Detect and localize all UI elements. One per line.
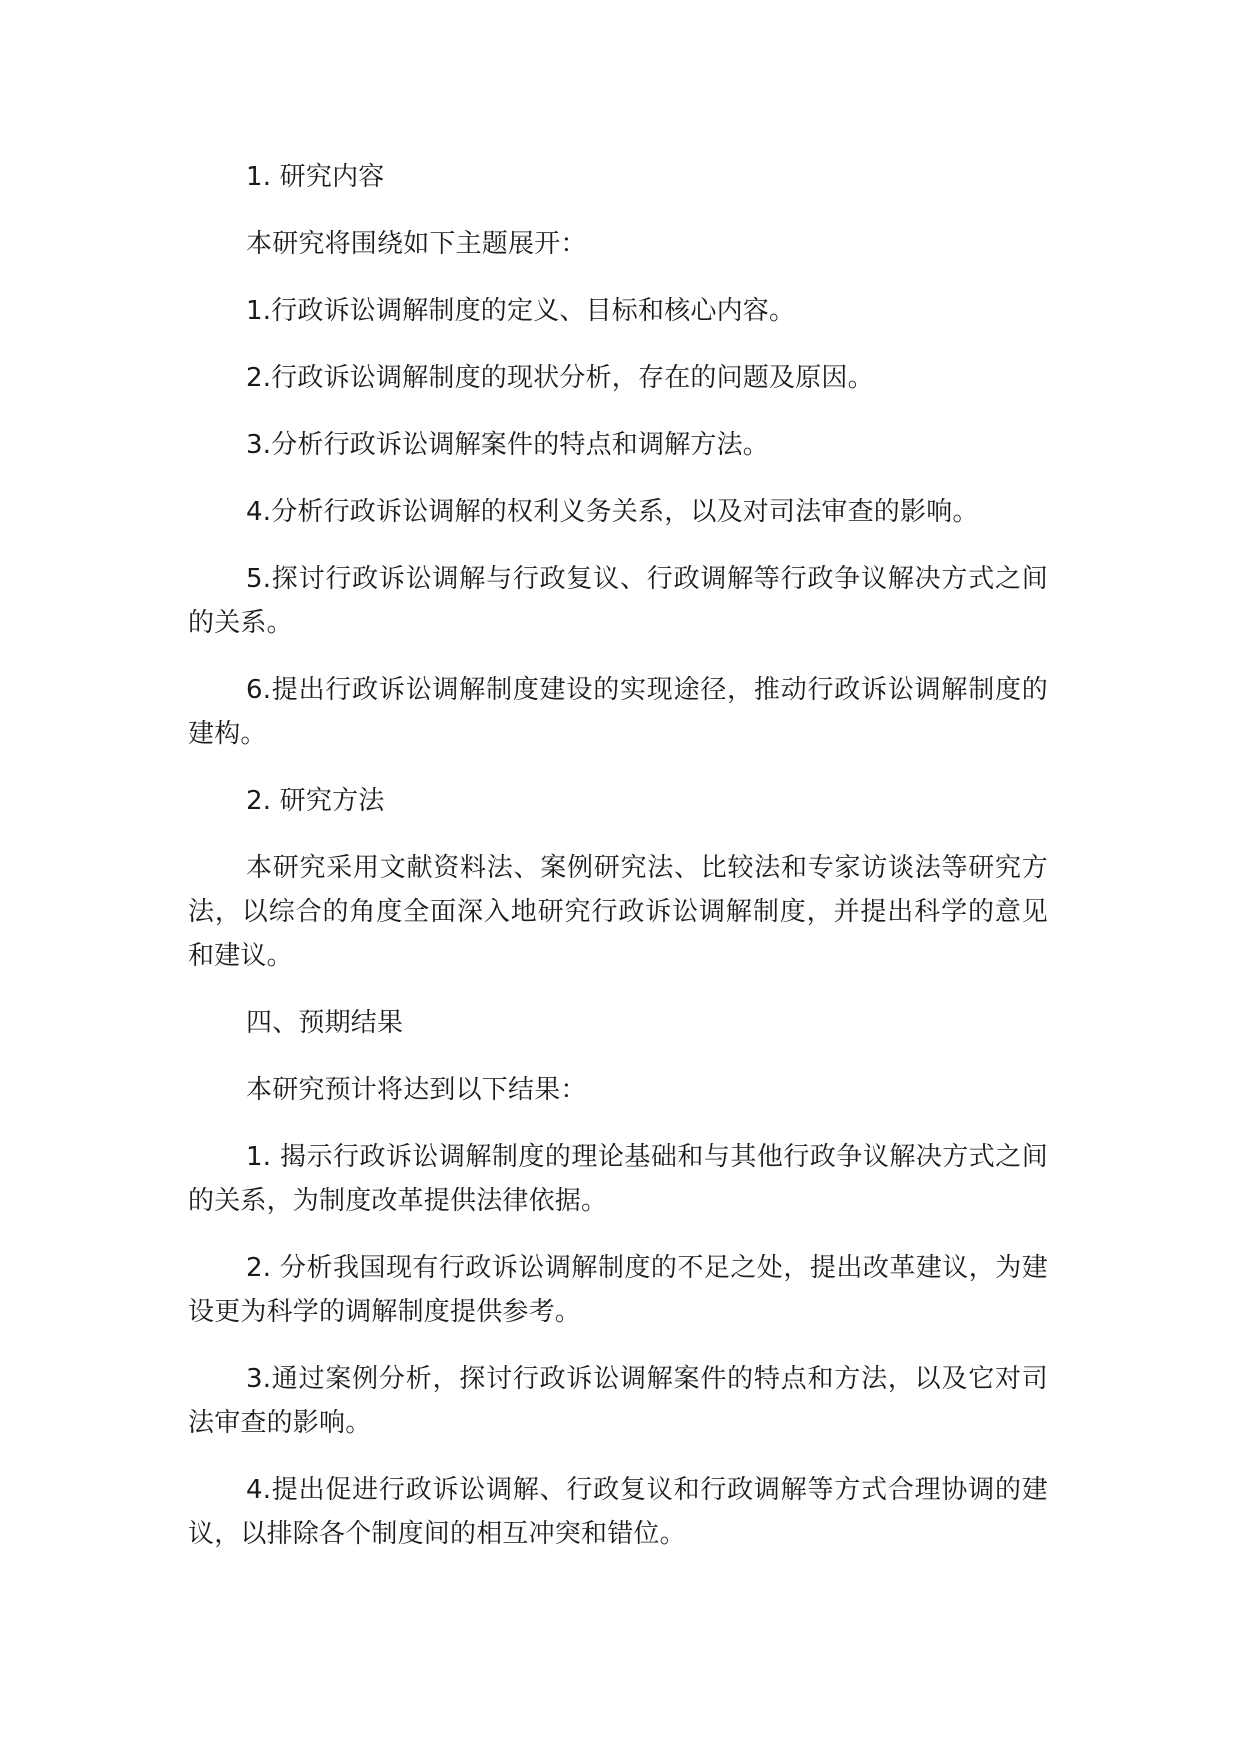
- list-item: 4.分析行政诉讼调解的权利义务关系，以及对司法审查的影响。: [246, 497, 979, 527]
- list-item: 5.探讨行政诉讼调解与行政复议、行政调解等行政争议解决方式之间的关系。: [188, 564, 1048, 638]
- list-item: 1.行政诉讼调解制度的定义、目标和核心内容。: [246, 296, 796, 326]
- section-heading-expected-results: 四、预期结果: [246, 1008, 404, 1038]
- section-heading-research-content: 1. 研究内容: [246, 162, 385, 192]
- list-item: 4.提出促进行政诉讼调解、行政复议和行政调解等方式合理协调的建议，以排除各个制度间的相互冲突和错位。: [188, 1475, 1048, 1549]
- paragraph: 本研究采用文献资料法、案例研究法、比较法和专家访谈法等研究方法，以综合的角度全面深入地研究行政诉讼调解制度，并提出科学的意见和建议。: [188, 853, 1048, 971]
- list-item: 2. 分析我国现有行政诉讼调解制度的不足之处，提出改革建议，为建设更为科学的调解制度提供参考。: [188, 1253, 1048, 1327]
- section-heading-research-methods: 2. 研究方法: [246, 786, 385, 816]
- document-page: [188, 155, 1048, 1579]
- list-item: 1. 揭示行政诉讼调解制度的理论基础和与其他行政争议解决方式之间的关系，为制度改革提供法律依据。: [188, 1142, 1048, 1216]
- list-item: 2.行政诉讼调解制度的现状分析，存在的问题及原因。: [246, 363, 874, 393]
- paragraph: 本研究将围绕如下主题展开：: [246, 229, 587, 259]
- paragraph: 本研究预计将达到以下结果：: [246, 1075, 587, 1105]
- list-item: 3.通过案例分析，探讨行政诉讼调解案件的特点和方法，以及它对司法审查的影响。: [188, 1364, 1048, 1438]
- list-item: 6.提出行政诉讼调解制度建设的实现途径，推动行政诉讼调解制度的建构。: [188, 675, 1048, 749]
- list-item: 3.分析行政诉讼调解案件的特点和调解方法。: [246, 430, 770, 460]
